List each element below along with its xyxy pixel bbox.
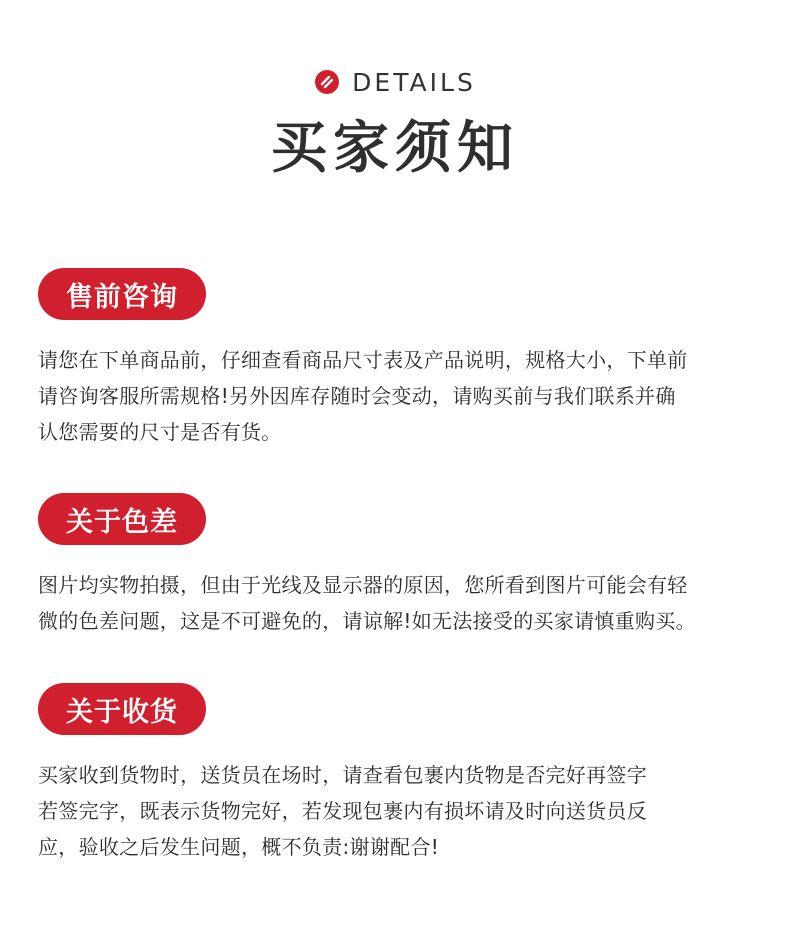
section-paragraph <box>38 567 754 639</box>
paragraph-line: 请咨询客服所需规格!另外因库存随时会变动，请购买前与我们联系并确 <box>38 384 676 408</box>
paragraph-line: 微的色差问题，这是不可避免的，请谅解!如无法接受的买家请慎重购买。 <box>38 609 696 633</box>
section-heading: 售前咨询 <box>38 268 206 320</box>
red-stripe-circle-icon <box>314 69 340 95</box>
details-label: DETAILS <box>352 67 476 97</box>
paragraph-line: 买家收到货物时，送货员在场时，请查看包裹内货物是否完好再签字 <box>38 763 647 787</box>
page-title: 买家须知 <box>271 116 519 181</box>
paragraph-line: 应，验收之后发生问题，概不负责:谢谢配合! <box>38 835 440 859</box>
section-heading: 关于收货 <box>38 683 206 735</box>
details-row <box>0 64 790 100</box>
section-paragraph <box>38 342 754 450</box>
section-heading: 关于色差 <box>38 493 206 545</box>
section-pre-sale <box>38 268 754 450</box>
section-paragraph <box>38 757 754 865</box>
paragraph-line: 图片均实物拍摄，但由于光线及显示器的原因，您所看到图片可能会有轻 <box>38 573 688 597</box>
paragraph-line: 认您需要的尺寸是否有货。 <box>38 420 282 444</box>
paragraph-line: 请您在下单商品前，仔细查看商品尺寸表及产品说明，规格大小，下单前 <box>38 348 688 372</box>
section-color-difference <box>38 493 754 639</box>
section-receiving <box>38 683 754 865</box>
paragraph-line: 若签完字，既表示货物完好，若发现包裹内有损坏请及时向送货员反 <box>38 799 647 823</box>
page-header <box>0 64 790 184</box>
